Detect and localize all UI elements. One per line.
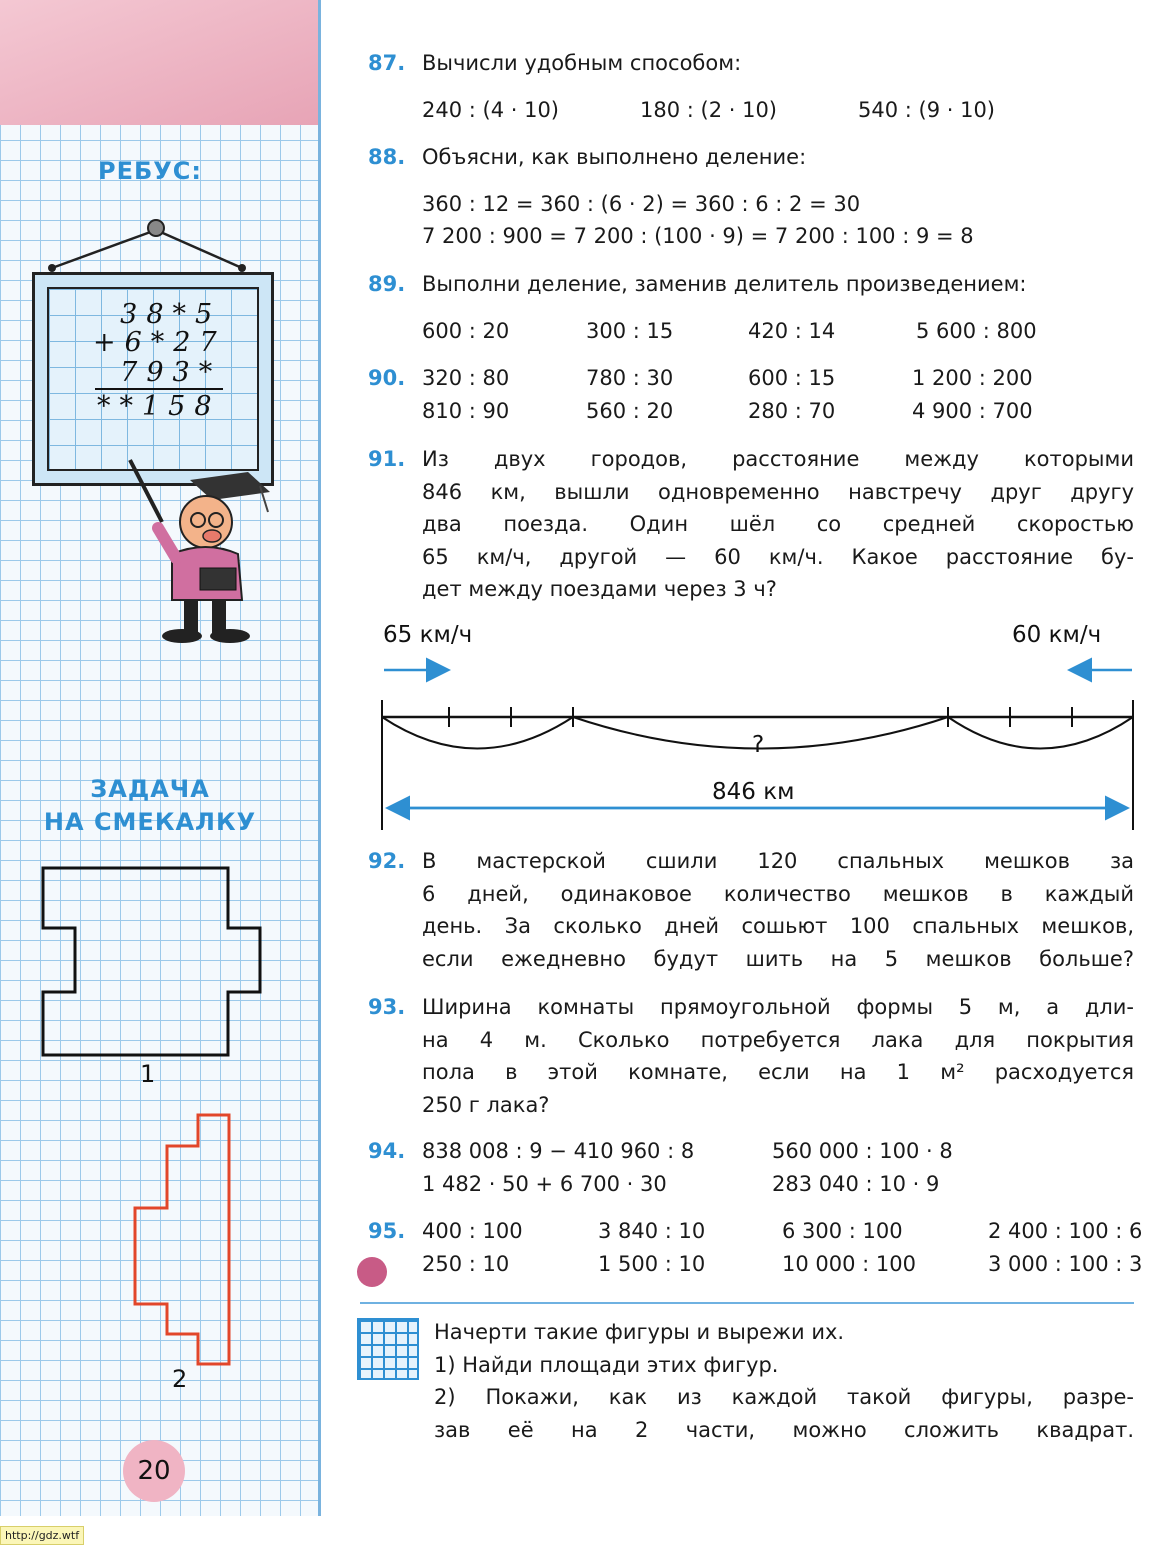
expression: 3 000 : 100 : 3	[988, 1251, 1143, 1276]
figure-2-shape	[130, 1112, 234, 1368]
board-hanger	[30, 210, 270, 280]
task-94	[360, 1135, 1134, 1205]
distance-label: 846 км	[712, 779, 795, 805]
task-text-line: 250 г лака?	[422, 1092, 550, 1117]
expression-row	[422, 220, 1134, 253]
page-number: 20	[123, 1440, 185, 1502]
pink-header-block	[0, 0, 318, 125]
expression: 400 : 100	[422, 1219, 523, 1243]
professor-illustration	[120, 450, 280, 650]
task-extra	[360, 1316, 1134, 1451]
task-text: Объясни, как выполнено деление:	[422, 145, 807, 169]
expression: 838 008 : 9 − 410 960 : 8	[422, 1139, 695, 1163]
train-diagram	[360, 650, 1140, 835]
expression: 600 : 20	[422, 318, 510, 343]
rebus-grid	[47, 287, 259, 471]
rebus-row-1: 38*5	[85, 299, 222, 330]
task-number: 89.	[368, 272, 406, 296]
task-text-line: два поезда. Один шёл со средней скоростью	[422, 512, 1134, 536]
task-body	[422, 845, 1134, 975]
rebus-row-4: **158	[97, 391, 221, 422]
task-number: 93.	[368, 995, 406, 1019]
expression: 360 : 12 = 360 : (6 · 2) = 360 : 6 : 2 = 30	[422, 191, 861, 216]
expression-row	[422, 94, 1134, 127]
expression: 810 : 90	[422, 398, 510, 423]
rebus-row-3: 793*	[85, 357, 222, 388]
expression: 283 040 : 10 · 9	[772, 1171, 940, 1196]
expression: 1 200 : 200	[912, 366, 1033, 390]
task-text-row	[422, 268, 1134, 301]
expression: 3 840 : 10	[598, 1219, 706, 1243]
expression: 2 400 : 100 : 6	[988, 1219, 1143, 1243]
task-number: 91.	[368, 447, 406, 471]
expression-row	[422, 1215, 1143, 1248]
expression: 1 482 · 50 + 6 700 · 30	[422, 1171, 667, 1196]
question-mark-label: ?	[752, 732, 765, 758]
expression: 320 : 80	[422, 366, 510, 390]
task-body	[422, 443, 1134, 606]
expression: 560 : 20	[586, 398, 674, 423]
task-text-line: если ежедневно будут шить на 5 мешков больше?	[422, 946, 1134, 971]
expression: 240 : (4 · 10)	[422, 97, 560, 122]
expression: 10 000 : 100	[782, 1251, 916, 1276]
task-87	[360, 47, 1134, 127]
task-number: 94.	[368, 1139, 406, 1163]
task-text: Выполни деление, заменив делитель произведением:	[422, 272, 1027, 296]
smekalka-heading-line2: НА СМЕКАЛКУ	[43, 808, 257, 836]
speed-right-label: 60 км/ч	[1012, 622, 1102, 648]
task-text-line: зав её на 2 части, можно сложить квадрат.	[434, 1417, 1134, 1442]
task-text-line: 65 км/ч, другой — 60 км/ч. Какое расстояние бу-	[422, 544, 1134, 569]
margin-sidebar	[0, 0, 321, 1516]
expression-row	[422, 315, 1134, 348]
task-88	[360, 141, 1134, 251]
task-text-line: дет между поездами через 3 ч?	[422, 577, 777, 601]
task-body	[434, 1316, 1134, 1446]
section-dot-marker	[357, 1257, 387, 1287]
expression: 300 : 15	[586, 318, 674, 343]
main-content	[360, 0, 1143, 1516]
task-text-line: пола в этой комнате, если на 1 м² расходуется	[422, 1060, 1134, 1084]
expression: 540 : (9 · 10)	[858, 97, 996, 122]
expression: 600 : 15	[748, 366, 836, 390]
expression-row	[422, 1248, 1143, 1281]
task-body	[422, 268, 1134, 347]
task-body	[422, 1135, 1134, 1200]
figure-1-shape	[40, 865, 264, 1060]
task-text: Вычисли удобным способом:	[422, 51, 742, 75]
task-body	[422, 991, 1134, 1121]
task-95	[360, 1215, 1143, 1285]
task-90	[360, 362, 1134, 432]
task-text-line: 2) Покажи, как из каждой такой фигуры, разре-	[434, 1385, 1134, 1409]
expression: 560 000 : 100 · 8	[772, 1139, 953, 1163]
task-body	[422, 362, 1134, 427]
task-91	[360, 443, 1134, 618]
task-text-row	[422, 47, 1134, 80]
expression: 6 300 : 100	[782, 1219, 903, 1243]
expression: 5 600 : 800	[916, 318, 1037, 343]
task-text-line: 6 дней, одинаковое количество мешков в каждый	[422, 881, 1134, 906]
task-number: 87.	[368, 51, 406, 75]
task-text-row	[422, 141, 1134, 174]
task-number: 92.	[368, 849, 406, 873]
task-body	[422, 141, 1134, 253]
task-number: 95.	[368, 1219, 406, 1243]
task-89	[360, 268, 1134, 348]
task-text-line: Ширина комнаты прямоугольной формы 5 м, а дли-	[422, 995, 1134, 1019]
expression-row	[422, 395, 1134, 428]
smekalka-heading-line1: ЗАДАЧА	[90, 775, 210, 803]
task-text-line: 846 км, вышли одновременно навстречу друг другу	[422, 479, 1134, 504]
expression: 180 : (2 · 10)	[640, 97, 778, 122]
task-text-line: 1) Найди площади этих фигур.	[434, 1352, 779, 1377]
expression: 4 900 : 700	[912, 398, 1033, 423]
rebus-row-2: +6*27	[93, 327, 226, 358]
task-number: 88.	[368, 145, 406, 169]
task-number: 90.	[368, 366, 406, 390]
expression-row	[422, 362, 1134, 395]
rebus-sum-line	[95, 388, 223, 390]
rebus-heading: РЕБУС:	[98, 157, 202, 185]
task-text-line: В мастерской сшили 120 спальных мешков за	[422, 849, 1134, 873]
expression: 780 : 30	[586, 366, 674, 390]
figure-2-label: 2	[172, 1365, 188, 1393]
task-text-line: день. За сколько дней сошьют 100 спальных мешков,	[422, 914, 1134, 938]
task-text-line: Начерти такие фигуры и вырежи их.	[434, 1320, 845, 1344]
task-body	[422, 47, 1134, 126]
task-text-line: Из двух городов, расстояние между которыми	[422, 447, 1134, 471]
expression: 420 : 14	[748, 318, 836, 343]
speed-left-label: 65 км/ч	[383, 622, 473, 648]
expression-row	[422, 1135, 1134, 1168]
task-body	[422, 1215, 1143, 1280]
task-93	[360, 991, 1134, 1126]
task-92	[360, 845, 1134, 980]
expression: 1 500 : 10	[598, 1251, 706, 1276]
section-divider	[360, 1302, 1134, 1304]
expression-row	[422, 188, 1134, 221]
expression: 250 : 10	[422, 1251, 510, 1276]
expression: 7 200 : 900 = 7 200 : (100 · 9) = 7 200 : 100 : 9 = 8	[422, 224, 974, 248]
figure-1-label: 1	[140, 1060, 156, 1088]
watermark-link[interactable]: http://gdz.wtf	[0, 1526, 84, 1545]
task-text-line: на 4 м. Сколько потребуется лака для покрытия	[422, 1027, 1134, 1052]
expression-row	[422, 1168, 1134, 1201]
expression: 280 : 70	[748, 398, 836, 423]
